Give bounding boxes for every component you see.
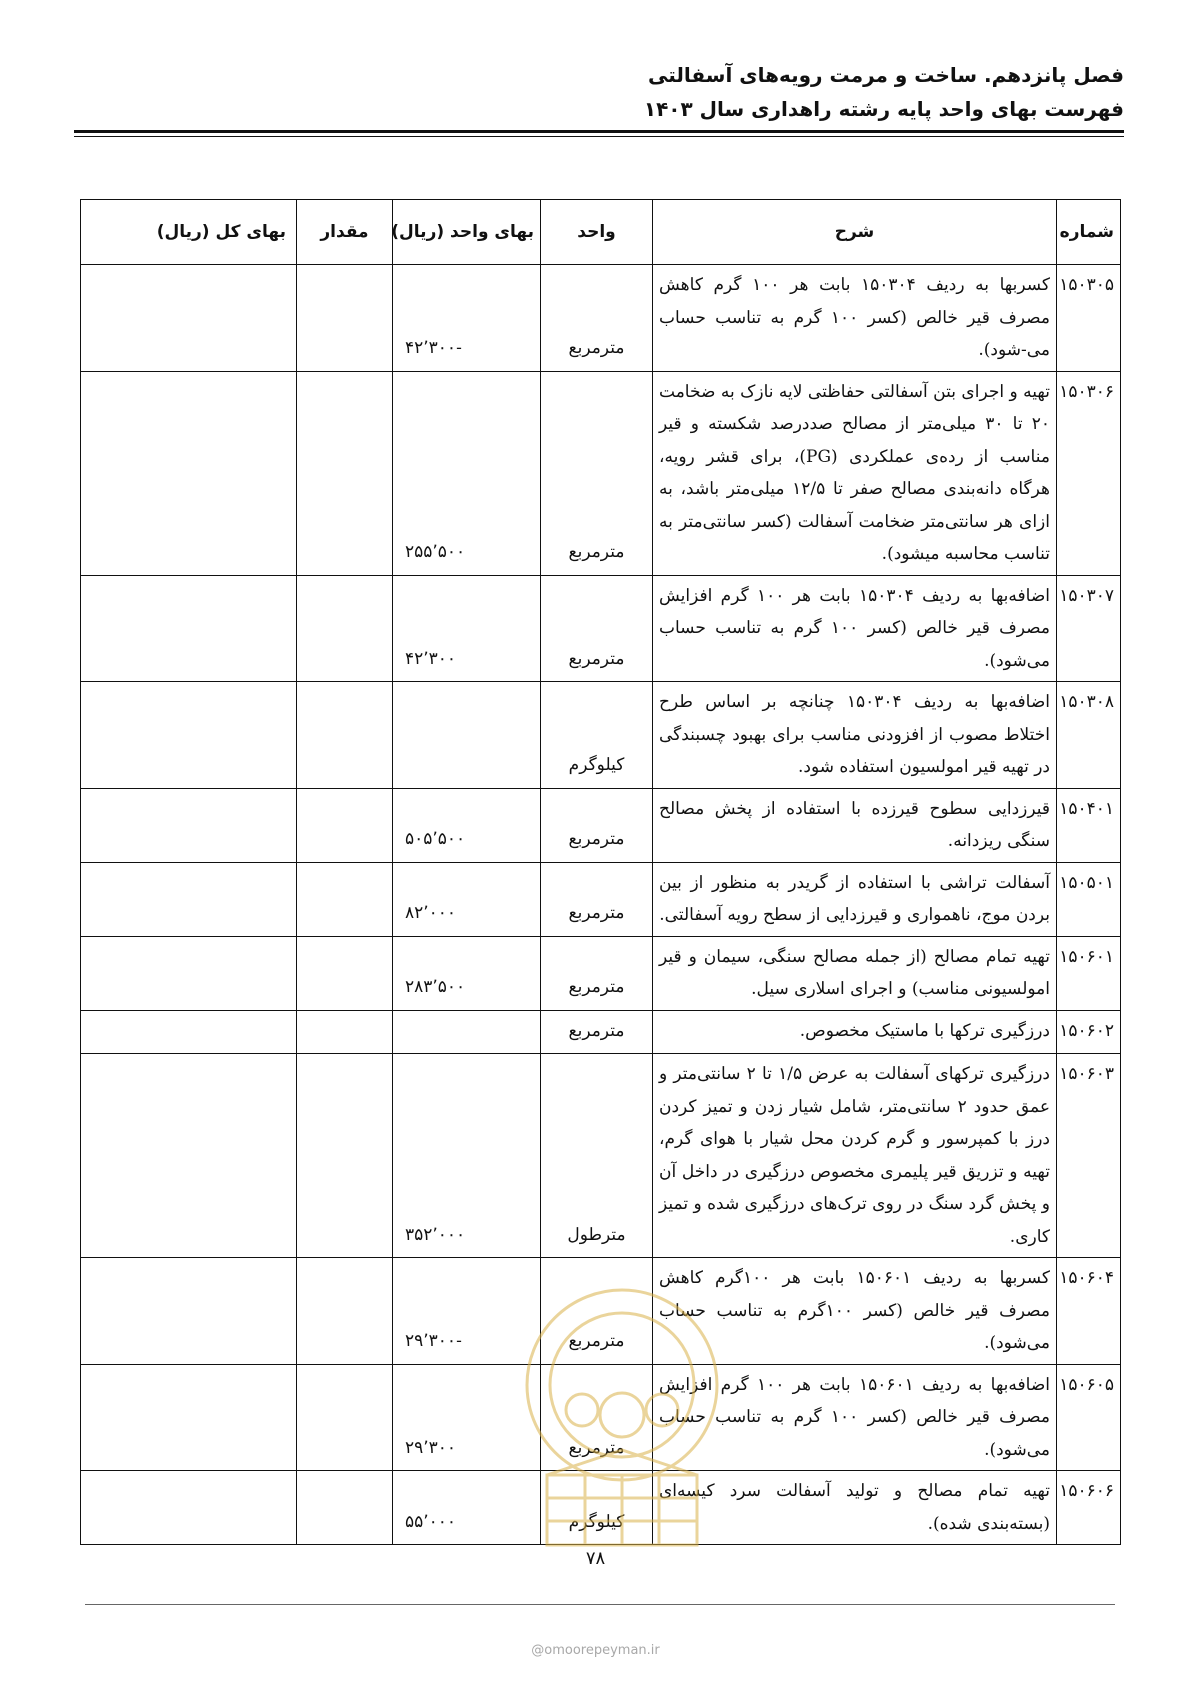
row-total-price xyxy=(81,575,297,682)
row-quantity xyxy=(297,1010,393,1054)
row-unit: مترطول xyxy=(541,1054,653,1258)
row-code: ۱۵۰۶۰۴ xyxy=(1057,1258,1121,1365)
row-unit-price: ۸۲٬۰۰۰ xyxy=(393,862,541,936)
column-header-total-price: بهای کل (ریال) xyxy=(81,200,297,265)
row-total-price xyxy=(81,1471,297,1545)
row-unit-price: ۲۹٬۳۰۰ xyxy=(393,1364,541,1471)
row-code: ۱۵۰۶۰۶ xyxy=(1057,1471,1121,1545)
row-quantity xyxy=(297,788,393,862)
row-unit: کیلوگرم xyxy=(541,682,653,789)
price-table-container xyxy=(80,199,1120,1545)
table-row xyxy=(81,1258,1121,1365)
column-header-unit-price: بهای واحد (ریال) xyxy=(393,200,541,265)
row-total-price xyxy=(81,788,297,862)
row-unit: مترمربع xyxy=(541,936,653,1010)
row-unit-price: ۴۲٬۳۰۰ xyxy=(393,575,541,682)
table-row xyxy=(81,371,1121,575)
table-row xyxy=(81,575,1121,682)
table-header-row xyxy=(81,200,1121,265)
table-body xyxy=(81,265,1121,1545)
table-row xyxy=(81,1471,1121,1545)
chapter-title: فصل پانزدهم. ساخت و مرمت رویه‌های آسفالتی xyxy=(647,63,1124,87)
row-code: ۱۵۰۶۰۲ xyxy=(1057,1010,1121,1054)
row-total-price xyxy=(81,1258,297,1365)
table-row xyxy=(81,682,1121,789)
column-header-description: شرح xyxy=(653,200,1057,265)
row-total-price xyxy=(81,1054,297,1258)
table-row xyxy=(81,936,1121,1010)
row-unit: مترمربع xyxy=(541,1010,653,1054)
row-description: درزگیری ترکهای آسفالت به عرض ۱/۵ تا ۲ سانتی‌متر و عمق حدود ۲ سانتی‌متر، شامل شیار زدن و تمیز کردن درز با کمپرسور و گرم کردن محل شیار با هوای گرم، تهیه و تزریق قیر پلیمری مخصوص درزگیری در داخل آن و پخش گرد سنگ در روی ترک‌های درزگیری شده و تمیز کاری. xyxy=(653,1054,1057,1258)
row-quantity xyxy=(297,1258,393,1365)
price-list-title: فهرست بهای واحد پایه رشته راهداری سال ۱۴۰۳ xyxy=(643,97,1124,121)
row-unit-price: ۳۵۲٬۰۰۰ xyxy=(393,1054,541,1258)
table-row xyxy=(81,1010,1121,1054)
table-row xyxy=(81,862,1121,936)
price-table xyxy=(80,199,1121,1545)
row-total-price xyxy=(81,1010,297,1054)
row-code: ۱۵۰۶۰۵ xyxy=(1057,1364,1121,1471)
row-unit-price: ۲۸۳٬۵۰۰ xyxy=(393,936,541,1010)
table-row xyxy=(81,1364,1121,1471)
row-description: کسربها به ردیف ۱۵۰۳۰۴ بابت هر ۱۰۰ گرم کاهش مصرف قیر خالص (کسر ۱۰۰ گرم به تناسب حساب می-شود). xyxy=(653,265,1057,372)
row-description: درزگیری ترکها با ماستیک مخصوص. xyxy=(653,1010,1057,1054)
row-description: تهیه و اجرای بتن آسفالتی حفاظتی لایه نازک به ضخامت ۲۰ تا ۳۰ میلی‌متر از مصالح صددرصد شکسته و قیر مناسب از رده‌ی عملکردی (PG)، برای قشر رویه، هرگاه دانه‌بندی مصالح صفر تا ۱۲/۵ میلی‌متر باشد، به ازای هر سانتی‌متر ضخامت آسفالت (کسر سانتی‌متر به تناسب محاسبه میشود). xyxy=(653,371,1057,575)
row-description: اضافه‌بها به ردیف ۱۵۰۳۰۴ چنانچه بر اساس طرح اختلاط مصوب از افزودنی مناسب برای بهبود چسبندگی در تهیه قیر امولسیون استفاده شود. xyxy=(653,682,1057,789)
row-description: تهیه تمام مصالح و تولید آسفالت سرد کیسه‌ای (بسته‌بندی شده). xyxy=(653,1471,1057,1545)
row-unit-price xyxy=(393,1010,541,1054)
row-unit: مترمربع xyxy=(541,788,653,862)
header-rule-thick xyxy=(74,130,1124,133)
row-code: ۱۵۰۳۰۷ xyxy=(1057,575,1121,682)
column-header-quantity: مقدار xyxy=(297,200,393,265)
row-code: ۱۵۰۳۰۵ xyxy=(1057,265,1121,372)
row-total-price xyxy=(81,1364,297,1471)
row-unit: مترمربع xyxy=(541,1258,653,1365)
row-unit-price: ۵۰۵٬۵۰۰ xyxy=(393,788,541,862)
row-unit-price: -۲۹٬۳۰۰ xyxy=(393,1258,541,1365)
row-unit: مترمربع xyxy=(541,575,653,682)
row-code: ۱۵۰۳۰۶ xyxy=(1057,371,1121,575)
row-unit-price: -۴۲٬۳۰۰ xyxy=(393,265,541,372)
row-code: ۱۵۰۶۰۳ xyxy=(1057,1054,1121,1258)
row-description: آسفالت تراشی با استفاده از گریدر به منظور از بین بردن موج، ناهمواری و قیرزدایی از سطح رویه آسفالتی. xyxy=(653,862,1057,936)
row-unit: مترمربع xyxy=(541,1364,653,1471)
table-row xyxy=(81,265,1121,372)
row-total-price xyxy=(81,265,297,372)
row-description: اضافه‌بها به ردیف ۱۵۰۳۰۴ بابت هر ۱۰۰ گرم افزایش مصرف قیر خالص (کسر ۱۰۰ گرم به تناسب حساب می‌شود). xyxy=(653,575,1057,682)
row-unit-price xyxy=(393,682,541,789)
row-quantity xyxy=(297,862,393,936)
row-description: اضافه‌بها به ردیف ۱۵۰۶۰۱ بابت هر ۱۰۰ گرم افزایش مصرف قیر خالص (کسر ۱۰۰ گرم به تناسب حساب می‌شود). xyxy=(653,1364,1057,1471)
row-quantity xyxy=(297,682,393,789)
row-quantity xyxy=(297,936,393,1010)
row-total-price xyxy=(81,371,297,575)
site-credit: @omoorepeyman.ir xyxy=(531,1643,660,1658)
row-code: ۱۵۰۶۰۱ xyxy=(1057,936,1121,1010)
row-code: ۱۵۰۴۰۱ xyxy=(1057,788,1121,862)
row-quantity xyxy=(297,1054,393,1258)
row-total-price xyxy=(81,682,297,789)
row-unit-price: ۵۵٬۰۰۰ xyxy=(393,1471,541,1545)
row-unit-price: ۲۵۵٬۵۰۰ xyxy=(393,371,541,575)
page-number: ۷۸ xyxy=(585,1548,606,1569)
row-total-price xyxy=(81,936,297,1010)
row-quantity xyxy=(297,371,393,575)
row-total-price xyxy=(81,862,297,936)
page-header xyxy=(75,58,1124,126)
row-unit: مترمربع xyxy=(541,265,653,372)
column-header-code: شماره xyxy=(1057,200,1121,265)
footer-rule xyxy=(85,1604,1115,1605)
row-unit: کیلوگرم xyxy=(541,1471,653,1545)
table-row xyxy=(81,1054,1121,1258)
row-quantity xyxy=(297,575,393,682)
header-rule-thin xyxy=(74,136,1124,137)
row-unit: مترمربع xyxy=(541,862,653,936)
row-code: ۱۵۰۳۰۸ xyxy=(1057,682,1121,789)
table-row xyxy=(81,788,1121,862)
row-quantity xyxy=(297,265,393,372)
row-description: قیرزدایی سطوح قیرزده با استفاده از پخش مصالح سنگی ریزدانه. xyxy=(653,788,1057,862)
row-quantity xyxy=(297,1364,393,1471)
row-quantity xyxy=(297,1471,393,1545)
row-code: ۱۵۰۵۰۱ xyxy=(1057,862,1121,936)
row-description: کسربها به ردیف ۱۵۰۶۰۱ بابت هر ۱۰۰گرم کاهش مصرف قیر خالص (کسر ۱۰۰گرم به تناسب حساب می‌شود). xyxy=(653,1258,1057,1365)
row-unit: مترمربع xyxy=(541,371,653,575)
column-header-unit: واحد xyxy=(541,200,653,265)
row-description: تهیه تمام مصالح (از جمله مصالح سنگی، سیمان و قیر امولسیونی مناسب) و اجرای اسلاری سیل. xyxy=(653,936,1057,1010)
